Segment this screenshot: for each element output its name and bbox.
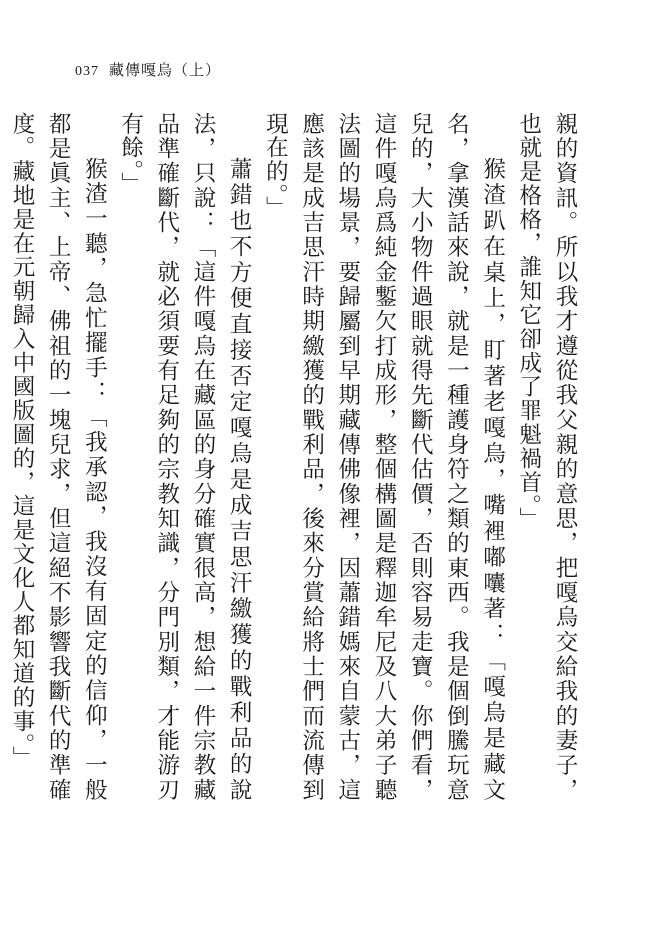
paragraph-continued: 親的資訊。所以我才遵從我父親的意思，把嘎烏交給我的妻子，也就是格格，誰知它卻成了罪魁禍首。」 bbox=[515, 112, 578, 802]
body-text bbox=[0, 112, 583, 802]
paragraph: 猴渣一聽，急忙擺手：「我承認，我沒有固定的信仰，一般都是眞主、上帝、佛祖的一塊兒求，但這絕不影響我斷代的準確度。藏地是在元朝歸入中國版圖的，這是文化人都知道的事。」 bbox=[8, 112, 108, 802]
paragraph: 猴渣趴在桌上，盯著老嘎烏，嘴裡嘟囔著：「嘎烏是藏文名，拿漢話來說，就是一種護身符之類的東西。我是個倒騰玩意兒的，大小物件過眼就得先斷代估價，否則容易走寶。你們看，這件嘎烏爲純金鏨欠打成形，整個構圖是釋迦牟尼及八大弟子聽法圖的場景，要歸屬到早期藏傳佛像裡，因蕭錯媽來自蒙古，這應該是成吉思汗時期繳獲的戰利品，後來分賞給將士們而流傳到現在的。」 bbox=[262, 112, 506, 802]
book-title: 藏傳嘎烏（上） bbox=[109, 63, 222, 79]
paragraph bbox=[0, 112, 4, 802]
running-header bbox=[75, 62, 221, 81]
paragraph: 蕭錯也不方便直接否定嘎烏是成吉思汗繳獲的戰利品的說法，只說：「這件嘎烏在藏區的身分確實很高，想給一件宗教藏品準確斷代，就必須要有足夠的宗教知識，分門別類，才能游刃有餘。」 bbox=[117, 112, 253, 802]
page-number: 037 bbox=[75, 64, 99, 79]
